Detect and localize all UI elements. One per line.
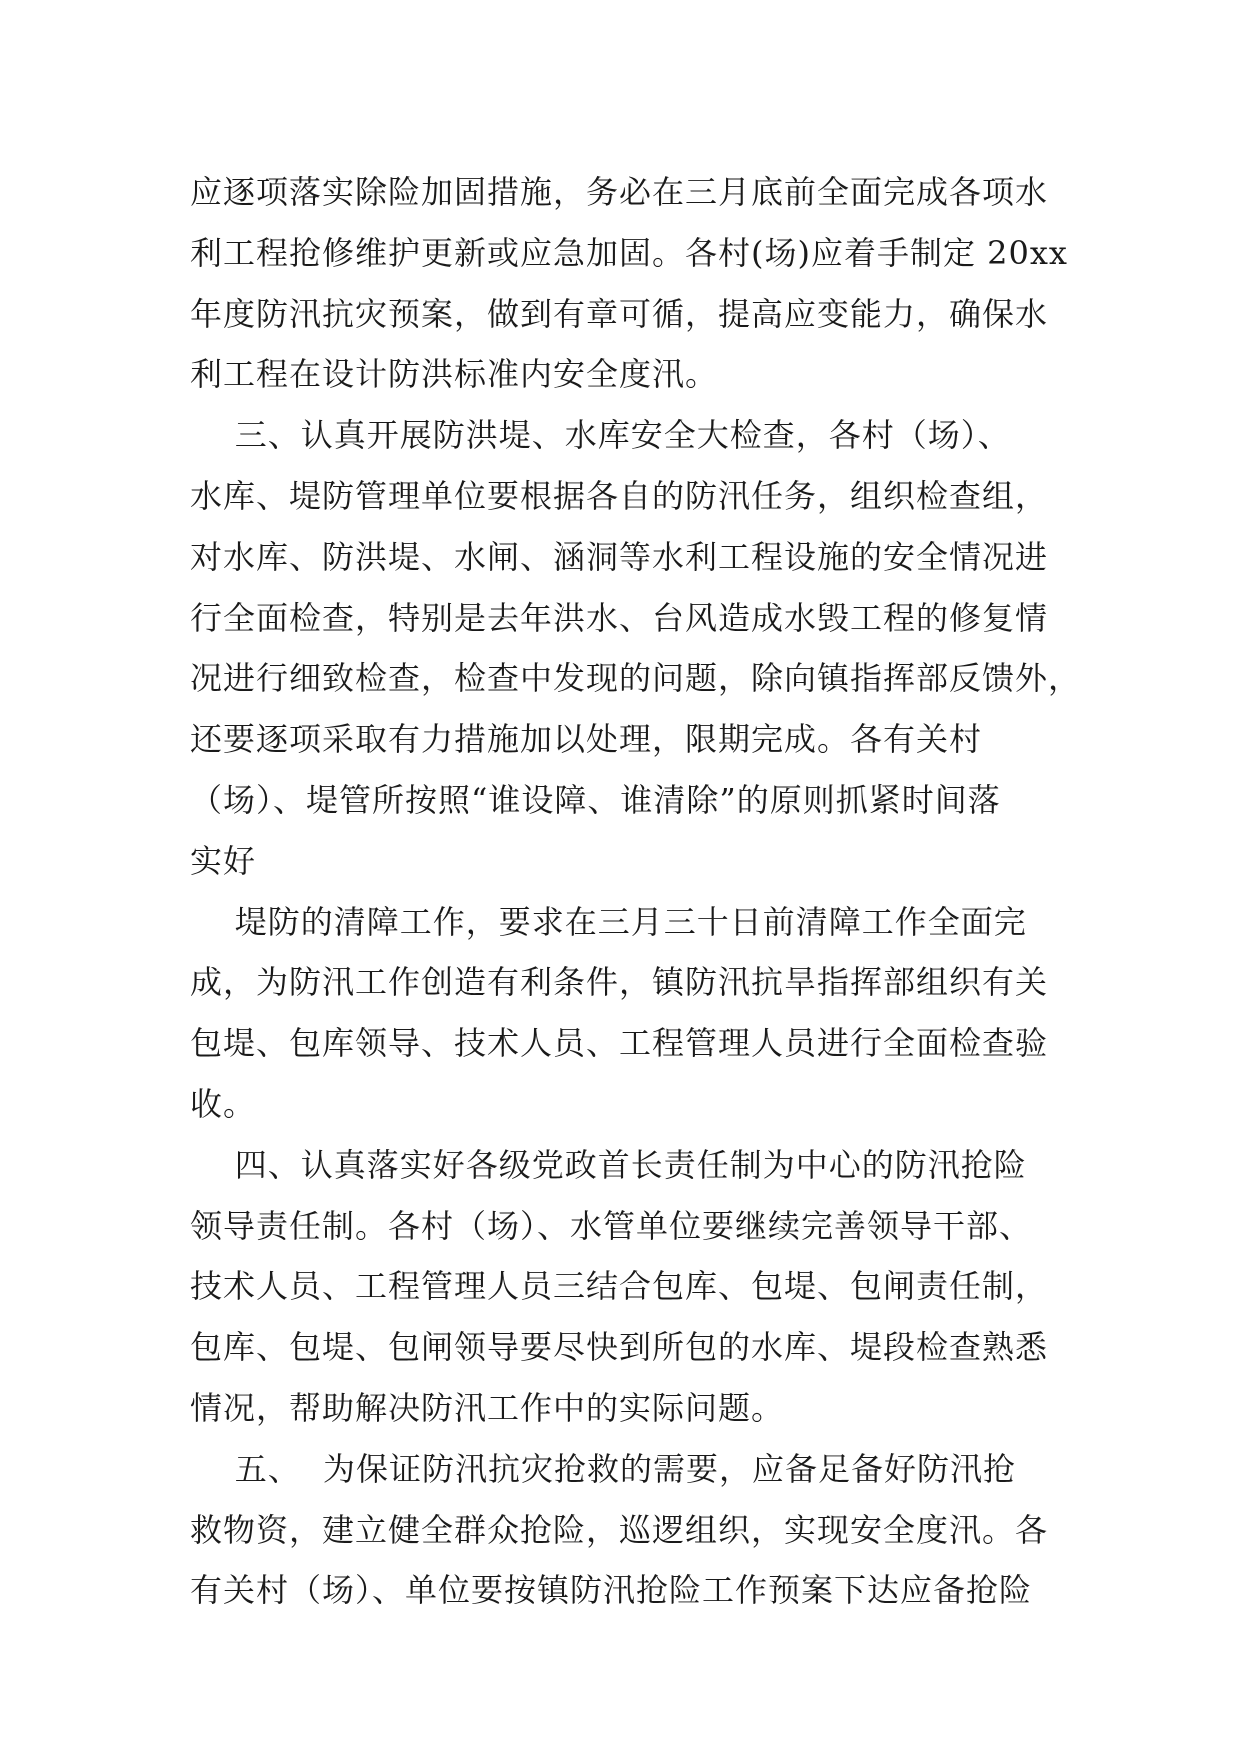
text-line: 实好 — [190, 841, 257, 880]
body-text — [190, 162, 1082, 1621]
text-line: 救物资，建立健全群众抢险，巡逻组织，实现安全度汛。各 — [190, 1510, 1049, 1549]
text-line: 利工程抢修维护更新或应急加固。各村(场)应着手制定 20xx — [190, 233, 1068, 272]
text-line: 况进行细致检查，检查中发现的问题，除向镇指挥部反馈外， — [190, 659, 1082, 698]
text-line: 技术人员、工程管理人员三结合包库、包堤、包闸责任制， — [190, 1267, 1049, 1306]
text-line: 行全面检查，特别是去年洪水、台风造成水毁工程的修复情 — [190, 598, 1049, 637]
text-line: 包库、包堤、包闸领导要尽快到所包的水库、堤段检查熟悉 — [190, 1328, 1049, 1367]
text-line: （场）、堤管所按照“谁设障、谁清除”的原则抓紧时间落 — [190, 780, 1001, 819]
text-line: 四、认真落实好各级党政首长责任制为中心的防汛抢险 — [190, 1145, 1027, 1184]
text-line: 领导责任制。各村（场）、水管单位要继续完善领导干部、 — [190, 1206, 1033, 1245]
text-line: 包堤、包库领导、技术人员、工程管理人员进行全面检查验 — [190, 1024, 1049, 1063]
text-line: 利工程在设计防洪标准内安全度汛。 — [190, 355, 719, 394]
text-line: 还要逐项采取有力措施加以处理，限期完成。各有关村 — [190, 720, 983, 759]
text-line: 三、认真开展防洪堤、水库安全大检查，各村（场）、 — [190, 416, 1011, 455]
text-line: 年度防汛抗灾预案，做到有章可循，提高应变能力，确保水 — [190, 294, 1049, 333]
text-line: 水库、堤防管理单位要根据各自的防汛任务，组织检查组， — [190, 476, 1049, 515]
text-line: 收。 — [190, 1084, 257, 1123]
text-line: 成，为防汛工作创造有利条件，镇防汛抗旱指挥部组织有关 — [190, 963, 1049, 1002]
text-line: 应逐项落实除险加固措施，务必在三月底前全面完成各项水 — [190, 173, 1049, 211]
text-line: 五、 为保证防汛抗灾抢救的需要，应备足备好防汛抢 — [190, 1449, 1017, 1488]
text-line: 情况，帮助解决防汛工作中的实际问题。 — [190, 1388, 785, 1427]
text-line: 对水库、防洪堤、水闸、涵洞等水利工程设施的安全情况进 — [190, 537, 1049, 576]
text-line: 有关村（场）、单位要按镇防汛抢险工作预案下达应备抢险 — [190, 1571, 1033, 1610]
text-line: 堤防的清障工作，要求在三月三十日前清障工作全面完 — [190, 902, 1027, 941]
